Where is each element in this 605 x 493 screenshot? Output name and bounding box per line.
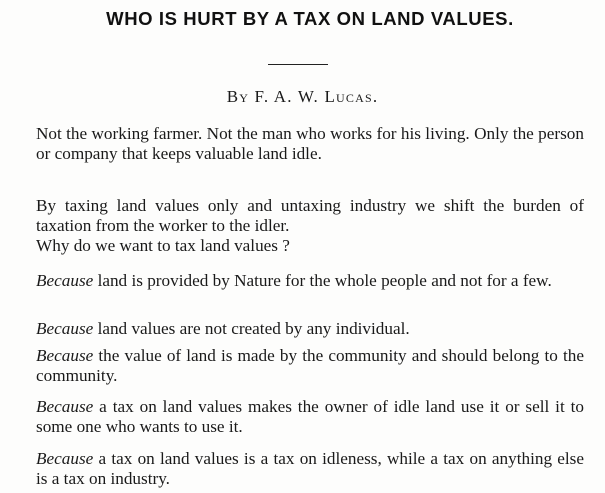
paragraph-text: a tax on land values is a tax on idleness, while a tax on anything else is a tax on industry.	[36, 449, 584, 488]
article-title: WHO IS HURT BY A TAX ON LAND VALUES.	[106, 8, 514, 29]
paragraph-question	[36, 236, 584, 256]
paragraph-lead: Because	[36, 346, 94, 365]
paragraph-text: a tax on land values makes the owner of idle land use it or sell it to some one who wants to use it.	[36, 397, 584, 436]
paragraph-text: land is provided by Nature for the whole people and not for a few.	[93, 271, 552, 290]
paragraph	[36, 124, 584, 164]
paragraph	[36, 397, 584, 437]
paragraph	[36, 271, 584, 291]
article-byline: By F. A. W. Lucas.	[226, 87, 379, 106]
paragraph	[36, 449, 584, 489]
paragraph-lead: Because	[36, 397, 94, 416]
paragraph-text: the value of land is made by the community and should belong to the community.	[36, 346, 584, 385]
paragraph	[36, 346, 584, 386]
paragraph-text: land values are not created by any individual.	[93, 319, 410, 338]
paragraph	[36, 319, 584, 339]
paragraph-text: By taxing land values only and untaxing industry we shift the burden of taxation from the worker to the idler.	[36, 196, 584, 235]
paragraph-text: Not the working farmer. Not the man who works for his living. Only the person or company that keeps valuable land idle.	[36, 124, 584, 163]
paragraph	[36, 196, 584, 236]
paragraph-lead: Because	[36, 449, 94, 468]
paragraph-lead: Because	[36, 271, 94, 290]
paragraph-lead: Because	[36, 319, 94, 338]
title-divider	[268, 64, 328, 65]
paragraph-text: Why do we want to tax land values ?	[36, 236, 290, 255]
